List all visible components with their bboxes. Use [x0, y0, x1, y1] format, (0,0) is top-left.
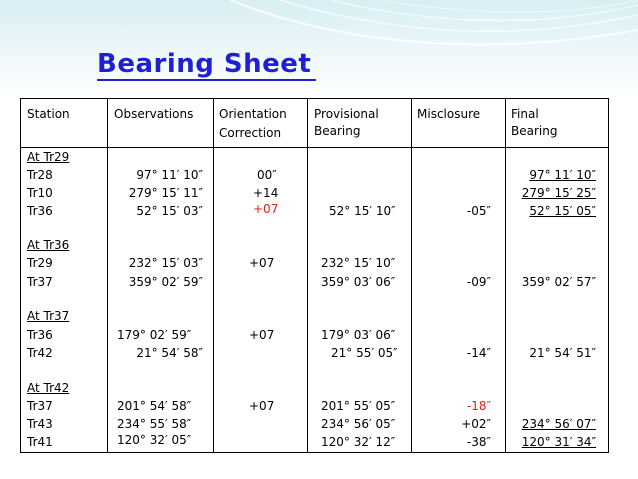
station-cell: Tr36	[27, 204, 53, 218]
station-cell: Tr41	[27, 435, 53, 449]
provisional-cell: 120° 32′ 12″	[321, 435, 396, 449]
header-misclosure: Misclosure	[417, 107, 481, 121]
final-bearing-cell: 359° 02′ 57″	[521, 275, 596, 289]
provisional-cell: 359° 03′ 06″	[321, 275, 396, 289]
group-label-tr36: At Tr36	[27, 238, 70, 252]
correction-cell: +07	[249, 328, 275, 342]
group-label-tr42: At Tr42	[27, 381, 70, 395]
provisional-cell: 234° 56′ 05″	[321, 417, 396, 431]
final-bearing-cell: 21° 54′ 51″	[529, 346, 596, 360]
provisional-cell: 201° 55′ 05″	[321, 399, 396, 413]
final-bearing-cell: 234° 56′ 07″	[521, 417, 596, 431]
station-cell: Tr10	[27, 186, 53, 200]
observation-cell: 234° 55′ 58″	[117, 417, 192, 431]
misclosure-cell: -38″	[466, 435, 491, 449]
column-divider	[505, 99, 506, 452]
misclosure-cell: -14″	[466, 346, 491, 360]
station-cell: Tr42	[27, 346, 53, 360]
correction-cell-highlight: +07	[253, 202, 279, 216]
header-divider	[21, 147, 608, 148]
header-final: Final	[511, 107, 539, 121]
correction-cell: 00″	[257, 168, 277, 182]
correction-cell: +07	[249, 399, 275, 413]
column-divider	[307, 99, 308, 452]
group-label-tr29: At Tr29	[27, 150, 70, 164]
observation-cell: 179° 02′ 59″	[117, 328, 192, 342]
provisional-cell: 179° 03′ 06″	[321, 328, 396, 342]
final-bearing-cell: 120° 31′ 34″	[521, 435, 596, 449]
header-final-bearing: Bearing	[511, 124, 558, 138]
final-bearing-cell: 279° 15′ 25″	[521, 186, 596, 200]
final-bearing-cell: 52° 15′ 05″	[529, 204, 596, 218]
final-bearing-cell: 97° 11′ 10″	[529, 168, 596, 182]
header-orientation: Orientation	[219, 107, 287, 121]
station-cell: Tr43	[27, 417, 53, 431]
column-divider	[213, 99, 214, 452]
misclosure-cell: +02″	[461, 417, 491, 431]
observation-cell: 359° 02′ 59″	[128, 275, 203, 289]
station-cell: Tr37	[27, 399, 53, 413]
provisional-cell: 21° 55′ 05″	[331, 346, 398, 360]
header-correction: Correction	[219, 126, 282, 140]
station-cell: Tr29	[27, 256, 53, 270]
bearing-table	[20, 98, 609, 453]
misclosure-cell: -09″	[466, 275, 491, 289]
header-provisional-bearing: Bearing	[314, 124, 361, 138]
correction-cell: +07	[249, 256, 275, 270]
wave-decoration	[0, 0, 638, 95]
observation-cell: 120° 32′ 05″	[117, 433, 192, 447]
misclosure-cell: -05″	[466, 204, 491, 218]
provisional-cell: 232° 15′ 10″	[321, 256, 396, 270]
header-observations: Observations	[114, 107, 194, 121]
station-cell: Tr36	[27, 328, 53, 342]
observation-cell: 21° 54′ 58″	[136, 346, 203, 360]
observation-cell: 97° 11′ 10″	[136, 168, 203, 182]
title-underline	[97, 79, 316, 81]
station-cell: Tr37	[27, 275, 53, 289]
provisional-cell: 52° 15′ 10″	[329, 204, 396, 218]
group-label-tr37: At Tr37	[27, 309, 70, 323]
station-cell: Tr28	[27, 168, 53, 182]
header-provisional: Provisional	[314, 107, 379, 121]
correction-cell: +14	[253, 186, 279, 200]
decorative-background	[0, 0, 638, 95]
observation-cell: 52° 15′ 03″	[136, 204, 203, 218]
observation-cell: 279° 15′ 11″	[128, 186, 203, 200]
column-divider	[107, 99, 108, 452]
observation-cell: 201° 54′ 58″	[117, 399, 192, 413]
column-divider	[411, 99, 412, 452]
misclosure-cell-highlight: -18″	[466, 399, 491, 413]
page-title: Bearing Sheet	[97, 49, 312, 79]
observation-cell: 232° 15′ 03″	[128, 256, 203, 270]
header-station: Station	[27, 107, 70, 121]
